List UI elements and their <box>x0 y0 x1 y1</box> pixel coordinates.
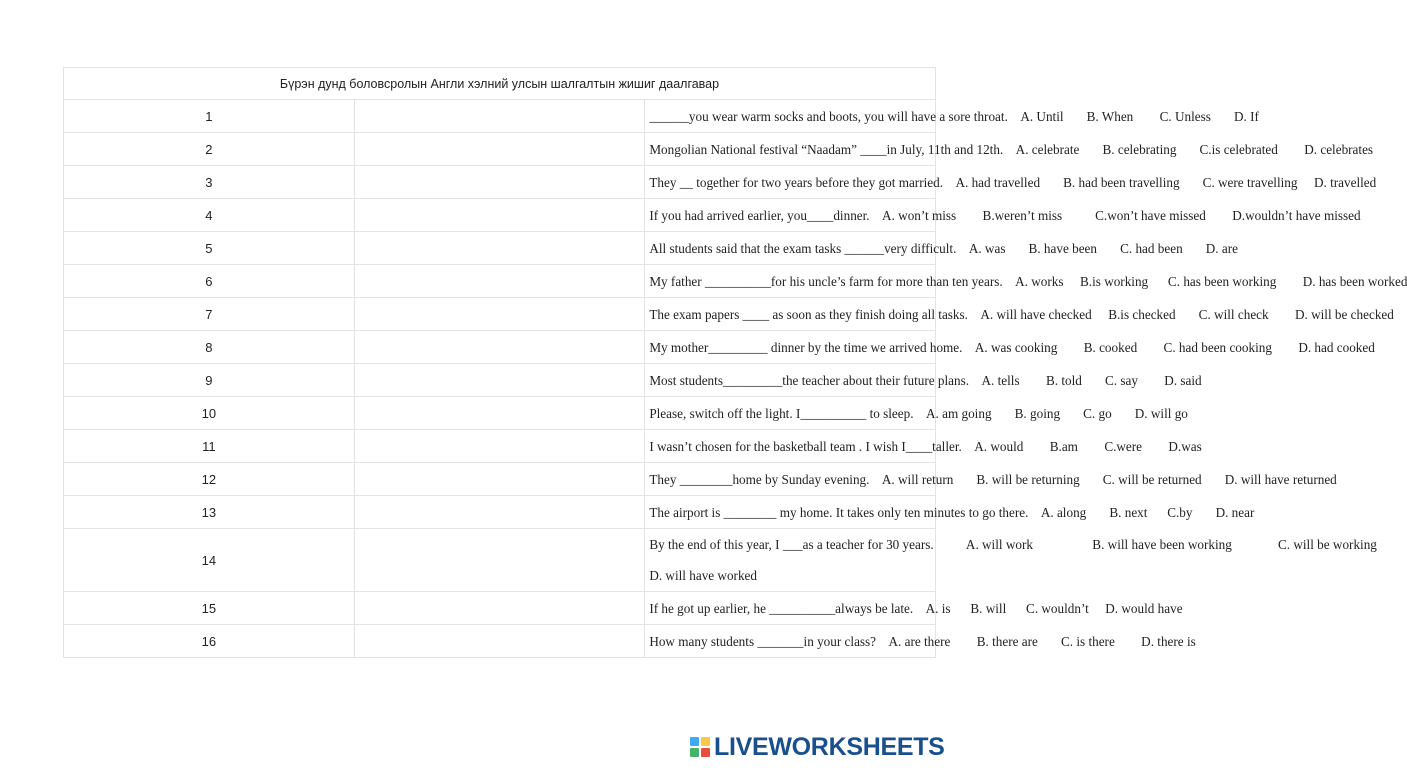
question-number: 10 <box>64 397 355 430</box>
answer-cell[interactable] <box>354 463 645 496</box>
title-row <box>64 68 936 100</box>
question-text-cell <box>645 232 1238 265</box>
question-row <box>64 166 936 199</box>
answer-cell[interactable] <box>354 133 645 166</box>
question-number: 2 <box>64 133 355 166</box>
question-row <box>64 397 936 430</box>
question-row <box>64 100 936 133</box>
question-row <box>64 364 936 397</box>
question-number: 14 <box>64 529 355 592</box>
question-row <box>64 331 936 364</box>
question-text: They ________home by Sunday evening. A. will return B. will be returning C. will be returned D. will have returned <box>649 471 1337 487</box>
question-text-cell <box>645 331 1375 364</box>
question-text: ______you wear warm socks and boots, you will have a sore throat. A. Until B. When C. Unless D. If <box>649 108 1259 124</box>
question-number: 7 <box>64 298 355 331</box>
question-row <box>64 430 936 463</box>
question-text: Most students_________the teacher about their future plans. A. tells B. told C. say D. said <box>649 372 1202 388</box>
question-text-cell <box>645 199 1361 232</box>
question-text: How many students _______in your class? A. are there B. there are C. is there D. there is <box>649 633 1196 649</box>
answer-cell[interactable] <box>354 232 645 265</box>
answer-cell[interactable] <box>354 166 645 199</box>
worksheet-table <box>63 67 1407 658</box>
question-text: If he got up earlier, he __________always be late. A. is B. will C. wouldn’t D. would have <box>649 600 1183 616</box>
worksheet-title: Бүрэн дунд боловсролын Англи хэлний улсын шалгалтын жишиг даалгавар <box>64 68 936 100</box>
question-text-continued: D. will have worked <box>649 568 757 583</box>
question-row <box>64 265 936 298</box>
question-row <box>64 496 936 529</box>
logo-square-3 <box>690 748 699 757</box>
question-text-cell <box>645 496 1255 529</box>
question-text-cell <box>645 298 1394 331</box>
question-row <box>64 232 936 265</box>
question-number: 16 <box>64 625 355 658</box>
question-text-cell <box>645 166 1377 199</box>
question-number: 13 <box>64 496 355 529</box>
question-number: 3 <box>64 166 355 199</box>
question-text-cell <box>645 529 1377 592</box>
question-number: 5 <box>64 232 355 265</box>
question-text-cell <box>645 133 1374 166</box>
answer-cell[interactable] <box>354 265 645 298</box>
answer-cell[interactable] <box>354 430 645 463</box>
question-text-cell <box>645 592 1183 625</box>
question-text-cell <box>645 100 1259 133</box>
question-number: 4 <box>64 199 355 232</box>
question-text-cell <box>645 430 1202 463</box>
question-text-cell <box>645 364 1202 397</box>
question-text: The exam papers ____ as soon as they finish doing all tasks. A. will have checked B.is checked C. will check D. will be checked <box>649 306 1394 322</box>
question-number: 8 <box>64 331 355 364</box>
question-text: I wasn’t chosen for the basketball team . I wish I____taller. A. would B.am C.were D.was <box>649 438 1202 454</box>
question-text: The airport is ________ my home. It takes only ten minutes to go there. A. along B. next C.by D. near <box>649 504 1255 520</box>
question-row <box>64 592 936 625</box>
question-row <box>64 133 936 166</box>
answer-cell[interactable] <box>354 529 645 592</box>
liveworksheets-logo <box>690 733 945 761</box>
logo-square-1 <box>690 737 699 746</box>
answer-cell[interactable] <box>354 592 645 625</box>
question-number: 15 <box>64 592 355 625</box>
question-text: My father __________for his uncle’s farm for more than ten years. A. works B.is working C. has been working D. has been worked <box>649 273 1407 289</box>
logo-text: LIVEWORKSHEETS <box>714 732 945 761</box>
answer-cell[interactable] <box>354 364 645 397</box>
answer-cell[interactable] <box>354 100 645 133</box>
liveworksheets-logo-icon <box>690 737 710 757</box>
question-text: All students said that the exam tasks ______very difficult. A. was B. have been C. had been D. are <box>649 240 1238 256</box>
question-number: 9 <box>64 364 355 397</box>
answer-cell[interactable] <box>354 298 645 331</box>
question-number: 12 <box>64 463 355 496</box>
question-row <box>64 529 936 592</box>
question-text-cell <box>645 397 1188 430</box>
question-text: Mongolian National festival “Naadam” ____in July, 11th and 12th. A. celebrate B. celebrating C.is celebrated D. celebrates <box>649 141 1374 157</box>
logo-square-4 <box>701 748 710 757</box>
question-row <box>64 199 936 232</box>
answer-cell[interactable] <box>354 331 645 364</box>
question-text-cell <box>645 463 1337 496</box>
answer-cell[interactable] <box>354 496 645 529</box>
question-text: My mother_________ dinner by the time we arrived home. A. was cooking B. cooked C. had been cooking D. had cooked <box>649 339 1375 355</box>
answer-cell[interactable] <box>354 199 645 232</box>
question-text-cell <box>645 625 1196 658</box>
logo-square-2 <box>701 737 710 746</box>
question-row <box>64 625 936 658</box>
question-row <box>64 463 936 496</box>
question-text: If you had arrived earlier, you____dinner. A. won’t miss B.weren’t miss C.won’t have missed D.wouldn’t have missed <box>649 207 1361 223</box>
question-row <box>64 298 936 331</box>
answer-cell[interactable] <box>354 625 645 658</box>
question-text: They __ together for two years before they got married. A. had travelled B. had been travelling C. were travelling D. travelled <box>649 174 1377 190</box>
question-text: Please, switch off the light. I__________ to sleep. A. am going B. going C. go D. will go <box>649 405 1188 421</box>
question-text-cell <box>645 265 1407 298</box>
question-number: 1 <box>64 100 355 133</box>
question-number: 11 <box>64 430 355 463</box>
question-text: By the end of this year, I ___as a teacher for 30 years. A. will work B. will have been working C. will be working <box>649 537 1377 552</box>
answer-cell[interactable] <box>354 397 645 430</box>
question-number: 6 <box>64 265 355 298</box>
